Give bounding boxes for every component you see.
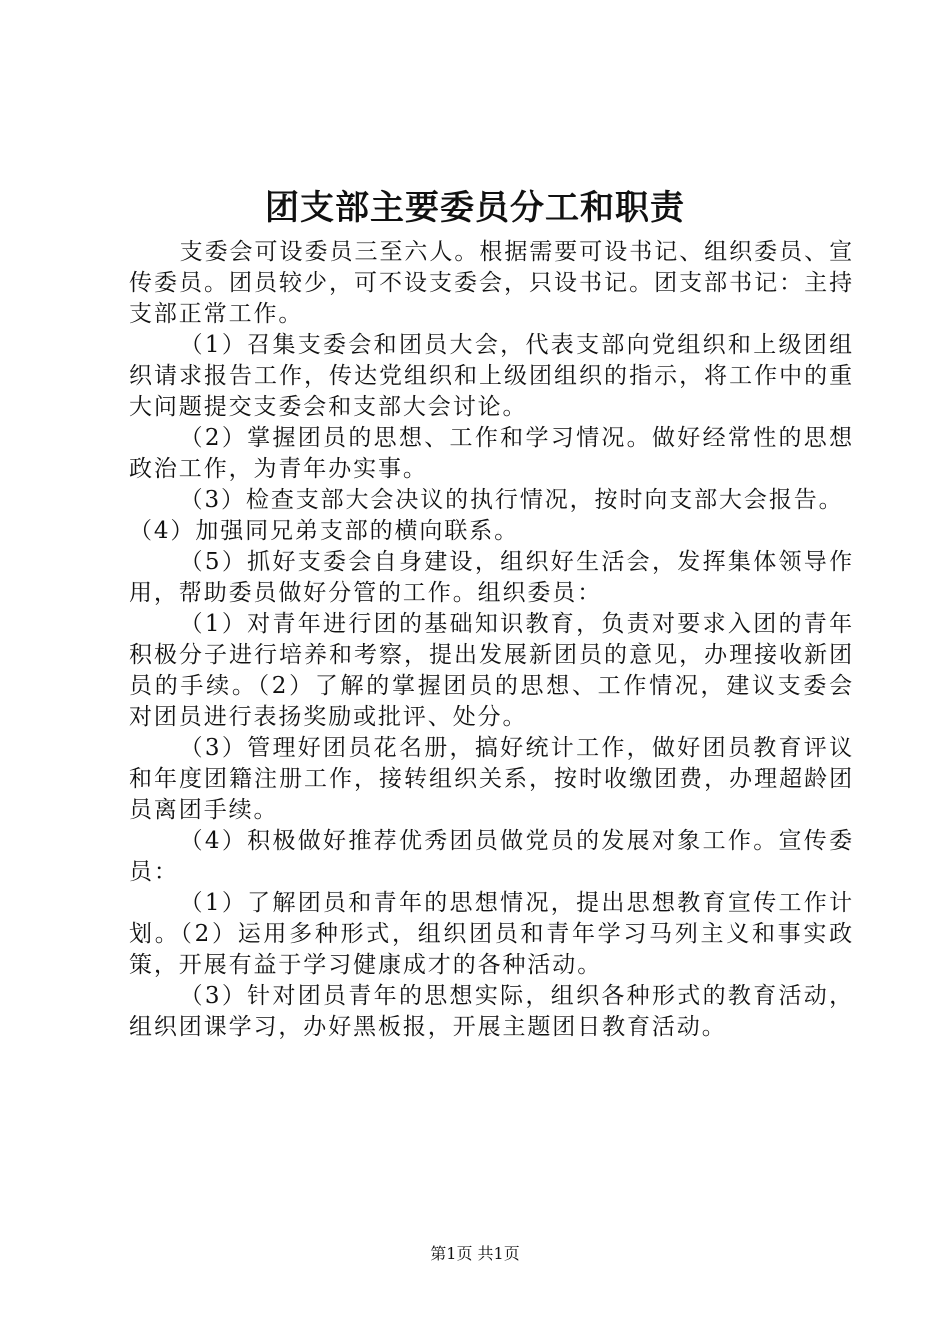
document-body: [129, 237, 854, 1043]
paragraph: （3）检查支部大会决议的执行情况，按时向支部大会报告。: [179, 487, 844, 513]
paragraph: （1）了解团员和青年的思想情况，提出思想教育宣传工作计划。（2）运用多种形式，组织团员和青年学习马列主义和事实政策，开展有益于学习健康成才的各种活动。: [129, 890, 854, 978]
paragraph: （1）召集支委会和团员大会，代表支部向党组织和上级团组织请求报告工作，传达党组织和上级团组织的指示，将工作中的重大问题提交支委会和支部大会讨论。: [129, 332, 854, 420]
page-number-footer: 第1页 共1页: [430, 1244, 520, 1263]
paragraph: （5）抓好支委会自身建设，组织好生活会，发挥集体领导作用，帮助委员做好分管的工作。组织委员：: [129, 549, 854, 606]
paragraph: （4）加强同兄弟支部的横向联系。: [129, 518, 520, 544]
paragraph: （3）针对团员青年的思想实际，组织各种形式的教育活动，组织团课学习，办好黑板报，开展主题团日教育活动。: [129, 983, 854, 1040]
document-title: 团支部主要委员分工和职责: [265, 188, 685, 228]
paragraph: （2）掌握团员的思想、工作和学习情况。做好经常性的思想政治工作，为青年办实事。: [129, 425, 854, 482]
paragraph: 支委会可设委员三至六人。根据需要可设书记、组织委员、宣传委员。团员较少，可不设支委会，只设书记。团支部书记：主持支部正常工作。: [129, 239, 854, 327]
paragraph: （3）管理好团员花名册，搞好统计工作，做好团员教育评议和年度团籍注册工作，接转组织关系，按时收缴团费，办理超龄团员离团手续。: [129, 735, 854, 823]
paragraph: （1）对青年进行团的基础知识教育，负责对要求入团的青年积极分子进行培养和考察，提出发展新团员的意见，办理接收新团员的手续。（2）了解的掌握团员的思想、工作情况，建议支委会对团员进行表扬奖励或批评、处分。: [129, 611, 854, 730]
paragraph: （4）积极做好推荐优秀团员做党员的发展对象工作。宣传委员：: [129, 828, 854, 885]
